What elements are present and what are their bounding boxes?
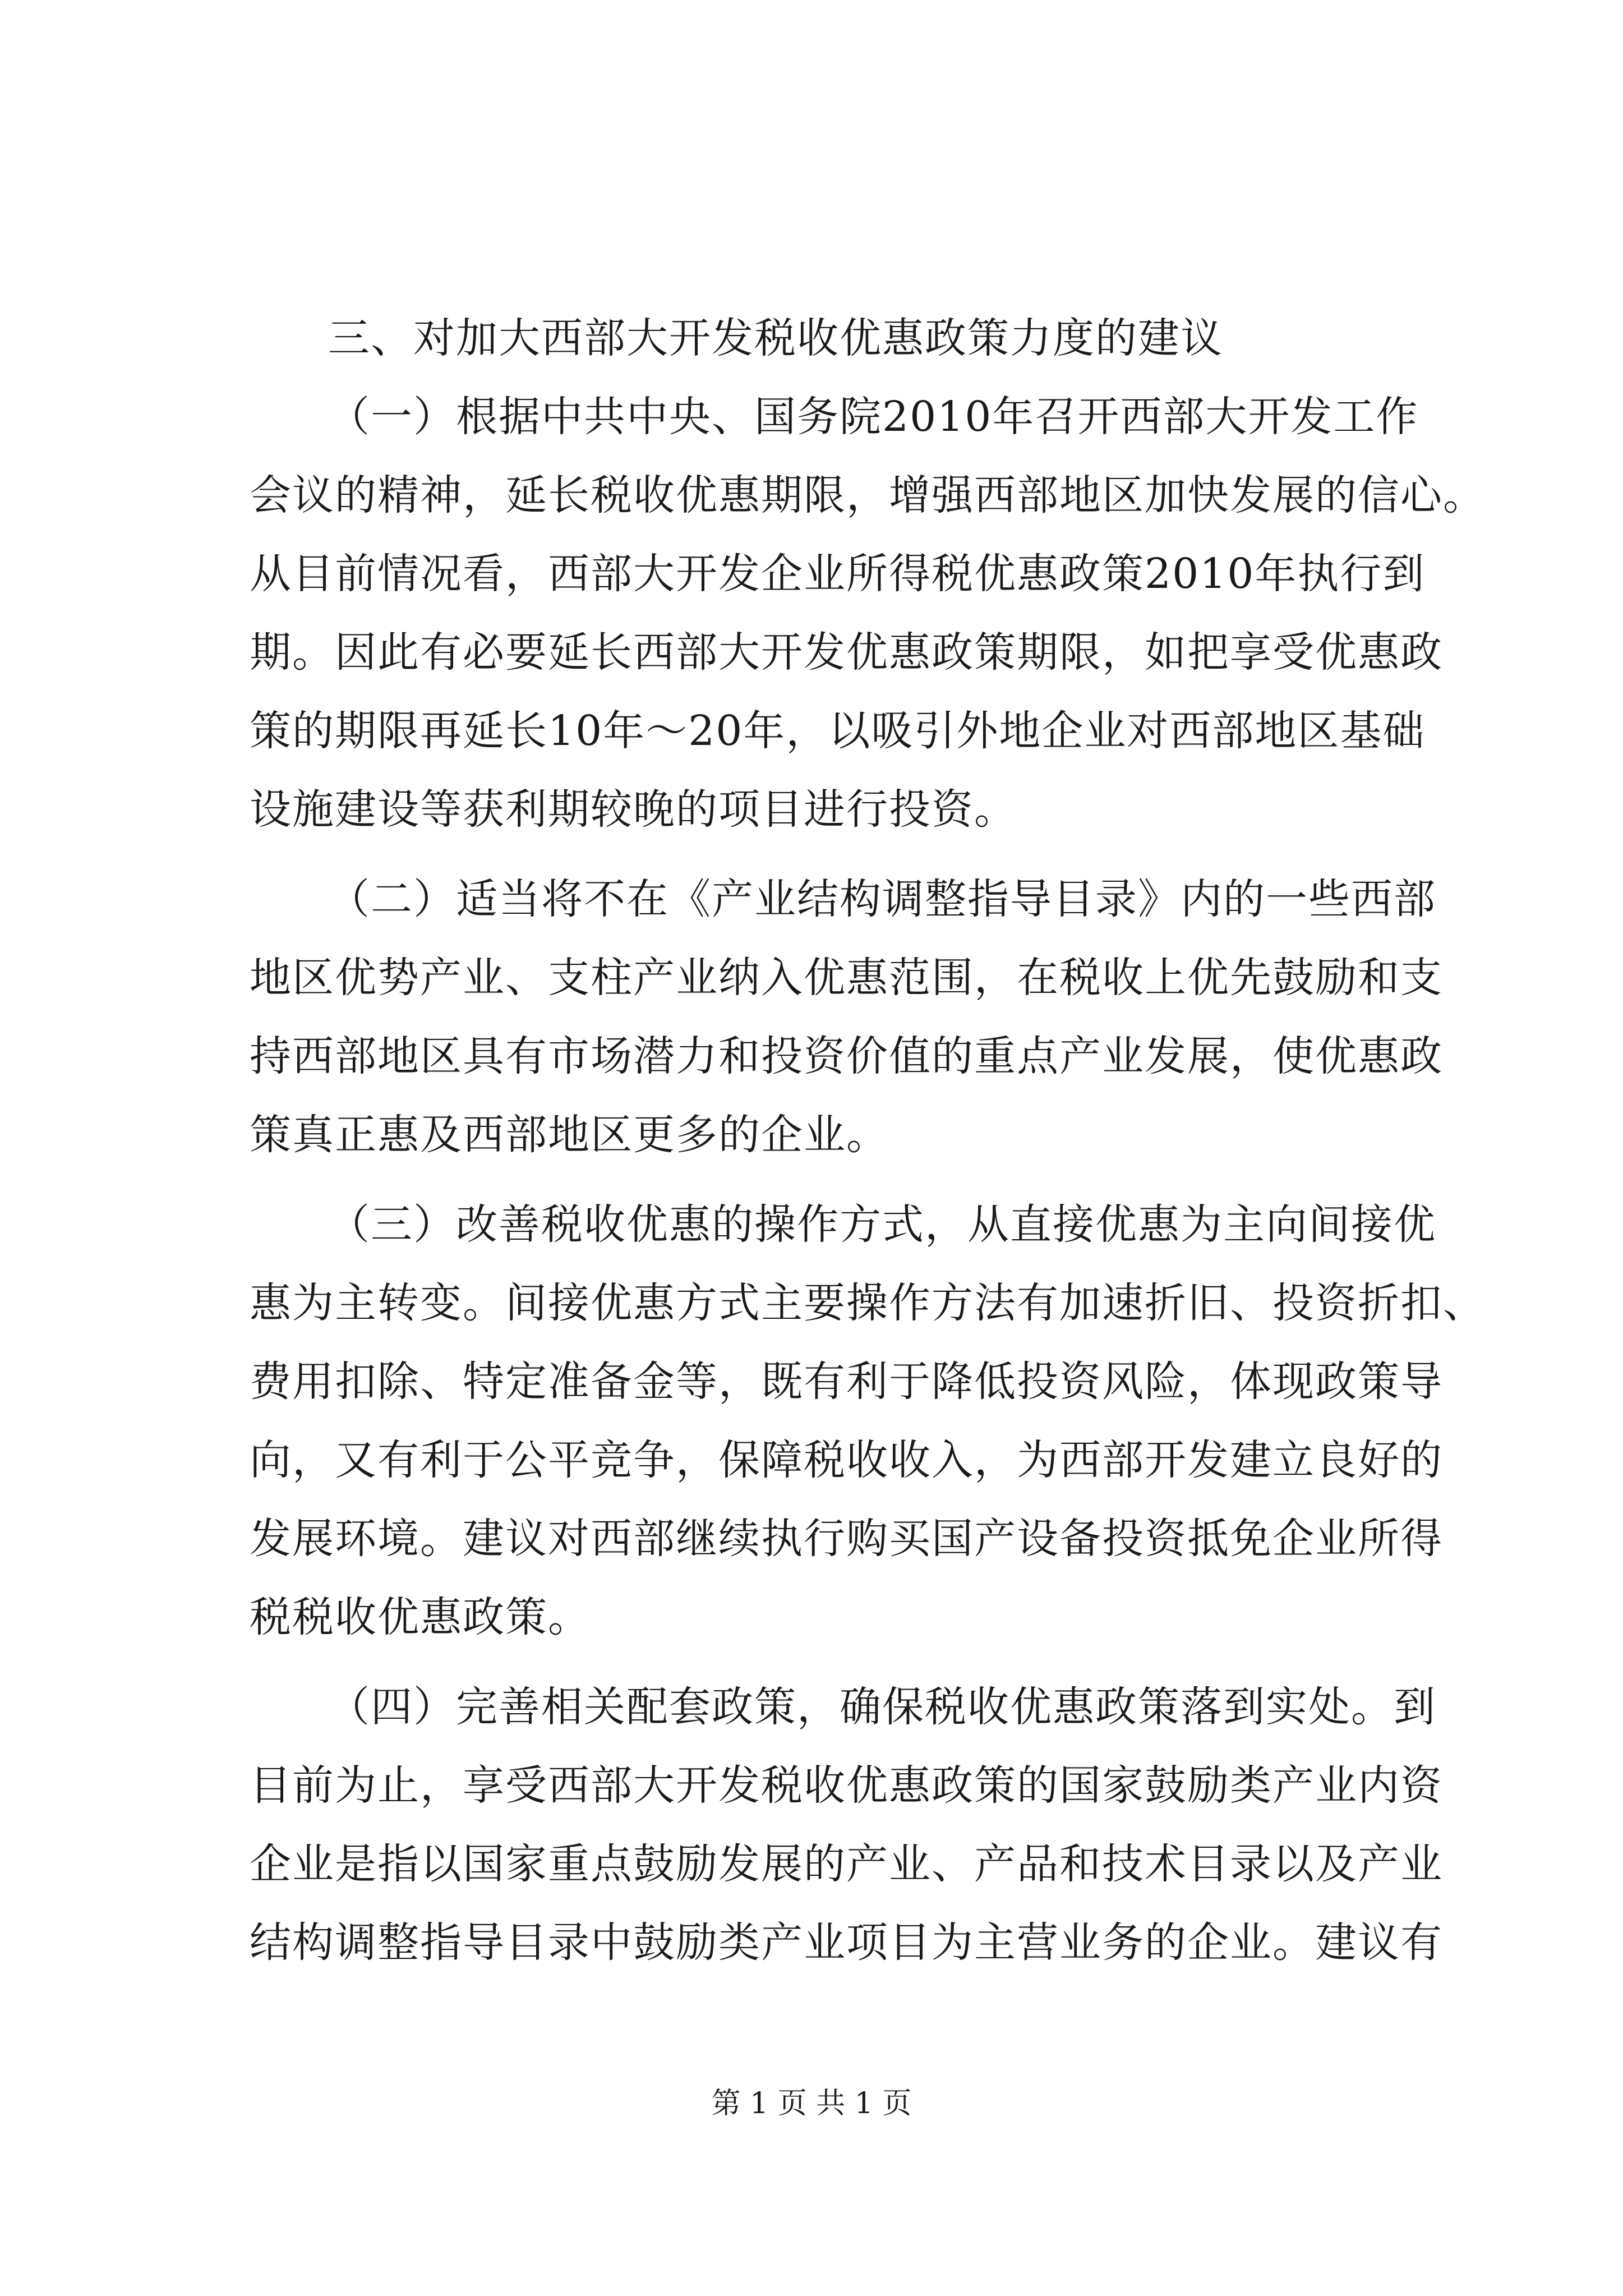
paragraph-1-line-6: 设施建设等获利期较晚的项目进行投资。 [250,785,1017,834]
paragraph-3-line-6: 税税收优惠政策。 [250,1593,591,1641]
paragraph-2-line-2: 地区优势产业、支柱产业纳入优惠范围，在税收上优先鼓励和支 [250,954,1443,1002]
paragraph-3-line-5: 发展环境。建议对西部继续执行购买国产设备投资抵免企业所得 [250,1515,1443,1563]
paragraph-1-line-3: 从目前情况看，西部大开发企业所得税优惠政策2010年执行到 [250,550,1426,598]
page-number-footer: 第 1 页 共 1 页 [711,2087,912,2120]
paragraph-4-line-4: 结构调整指导目录中鼓励类产业项目为主营业务的企业。建议有 [250,1918,1443,1967]
paragraph-3-line-3: 费用扣除、特定准备金等，既有利于降低投资风险，体现政策导 [250,1358,1443,1406]
section-heading: 三、对加大西部大开发税收优惠政策力度的建议 [328,314,1223,362]
paragraph-1-line-2: 会议的精神，延长税收优惠期限，增强西部地区加快发展的信心。 [250,471,1486,519]
paragraph-1-line-4: 期。因此有必要延长西部大开发优惠政策期限，如把享受优惠政 [250,628,1443,677]
paragraph-3-line-2: 惠为主转变。间接优惠方式主要操作方法有加速折旧、投资折扣、 [250,1279,1486,1327]
paragraph-1-line-1: （一）根据中共中央、国务院2010年召开西部大开发工作 [328,393,1419,441]
paragraph-3-line-4: 向，又有利于公平竞争，保障税收收入，为西部开发建立良好的 [250,1436,1443,1484]
paragraph-4-line-2: 目前为止，享受西部大开发税收优惠政策的国家鼓励类产业内资 [250,1761,1443,1810]
paragraph-1-line-5: 策的期限再延长10年～20年，以吸引外地企业对西部地区基础 [250,707,1426,755]
paragraph-3-line-1: （三）改善税收优惠的操作方式，从直接优惠为主向间接优 [328,1200,1436,1249]
paragraph-2-line-4: 策真正惠及西部地区更多的企业。 [250,1111,889,1159]
paragraph-4-line-1: （四）完善相关配套政策，确保税收优惠政策落到实处。到 [328,1683,1436,1731]
paragraph-2-line-3: 持西部地区具有市场潜力和投资价值的重点产业发展，使优惠政 [250,1032,1443,1080]
paragraph-4-line-3: 企业是指以国家重点鼓励发展的产业、产品和技术目录以及产业 [250,1840,1443,1888]
paragraph-2-line-1: （二）适当将不在《产业结构调整指导目录》内的一些西部 [328,875,1436,923]
